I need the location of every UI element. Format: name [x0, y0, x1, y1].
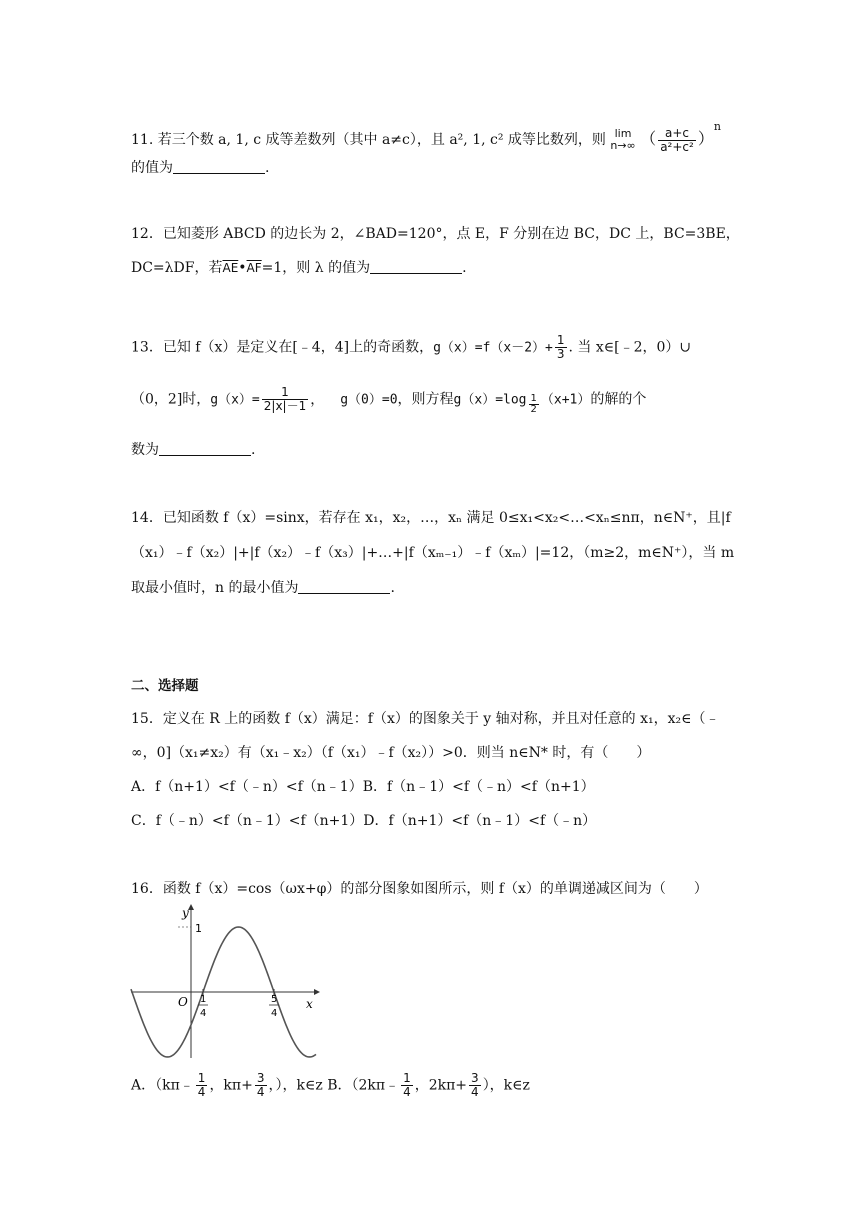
cosine-graph: [128, 902, 320, 1060]
q11-lim-sub: n→∞: [610, 139, 636, 152]
q13-base-num: 1: [530, 392, 537, 404]
q11-line1: 11. 若三个数 a, 1, c 成等差数列（其中 a≠c），且 a², 1, c² 成等比数列，则 lim n→∞ （ $\frac{a+c}{\text{a²+c²}}$ ）$^n$: [131, 120, 721, 154]
q16-option-a: A．（kπ﹣: [131, 1077, 194, 1094]
q14-line1: 14．已知函数 f（x）=sinx，若存在 x₁，x₂，…，xₙ 满足 0≤x₁<x₂<…<xₙ≤nπ，n∈N⁺，且|f: [131, 510, 731, 526]
q11-power: n: [713, 120, 721, 133]
q15-options-ab: A．f（n+1）<f（﹣n）<f（n﹣1）B．f（n﹣1）<f（﹣n）<f（n+1）: [131, 779, 595, 795]
x-axis-arrow-icon: [314, 989, 320, 995]
q16-b-frac2: [469, 1072, 481, 1099]
q13-g2-fraction: [262, 386, 308, 413]
q16-b-frac1-num: 1: [403, 1071, 411, 1085]
q11-fraction: [658, 127, 696, 154]
answer-blank-q13: [159, 455, 251, 456]
q16-a-frac2-den: 4: [256, 1085, 265, 1099]
tick-label-2-num: 5: [271, 994, 278, 1005]
q13-log-base: [529, 394, 539, 415]
tick-label-1-num: 1: [200, 994, 207, 1005]
q15-options-cd: C．f（﹣n）<f（n﹣1）<f（n+1）D．f（n+1）<f（n﹣1）<f（﹣n）: [131, 813, 597, 829]
q11-limit: [610, 128, 635, 152]
q11-text: 11. 若三个数 a, 1, c 成等差数列（其中 a≠c），且 a², 1, c² 成等比数列，则: [131, 132, 606, 148]
q16-a-frac2: [255, 1072, 267, 1099]
tick-label-2-den: 4: [271, 1008, 278, 1019]
q13-g-definition: g（x）=f（x－2）+: [433, 340, 553, 356]
answer-blank-q12: [370, 273, 462, 274]
q11-lim-word: lim: [614, 127, 632, 140]
q13-line3: [131, 440, 255, 460]
q16-line1: 16．函数 f（x）=cos（ωx+φ）的部分图象如图所示，则 f（x）的单调递减区间为（ ）: [131, 881, 708, 897]
q16-option-a-mid: ，kπ+: [209, 1077, 253, 1094]
q13-g-zero: g（0）=0: [340, 392, 398, 408]
q13-equation-arg: （x+1）: [540, 392, 591, 408]
q16-b-frac2-den: 4: [471, 1085, 479, 1099]
q13-text-c: （0，2]时，: [131, 391, 211, 408]
q16-b-frac1-den: 4: [403, 1085, 411, 1099]
origin-label: O: [178, 995, 188, 1009]
q16-a-frac1-den: 4: [197, 1085, 206, 1099]
q12-text-b: =1，则 λ 的值为: [261, 260, 371, 276]
q16-option-a-end: ，），k∈z: [268, 1077, 323, 1094]
q16-options-ab: [131, 1072, 530, 1099]
q12-line1: 12．已知菱形 ABCD 的边长为 2，∠BAD=120°，点 E，F 分别在边 BC，DC 上，BC=3BE，: [131, 226, 740, 242]
q14-line2: （x₁）﹣f（x₂）|+|f（x₂）﹣f（x₃）|+…+|f（xₘ₋₁）﹣f（xₘ）|=12，（m≥2，m∈N⁺），当 m: [131, 545, 735, 561]
q13-text-e: 的解的个: [590, 391, 647, 408]
q13-text-b: . 当 x∈[﹣2，0）∪: [568, 339, 692, 356]
q13-g-frac-num: 1: [556, 333, 565, 347]
q14-text: 取最小值时，n 的最小值为: [131, 580, 299, 596]
vector-af: $\overline{AF}$: [246, 261, 262, 275]
q13-text-d: ，则方程: [397, 391, 454, 408]
q13-g2-num: 1: [262, 386, 308, 400]
y-axis-arrow-icon: [188, 904, 194, 910]
q13-text-f: 数为: [131, 442, 159, 458]
q16-option-b-end: ），k∈z: [482, 1077, 530, 1094]
q13-base-den: 2: [530, 403, 537, 415]
section-heading: 二、选择题: [131, 678, 199, 694]
q13-g-fraction: [555, 334, 567, 361]
q16-b-frac1: [401, 1072, 413, 1099]
q13-end: .: [251, 442, 256, 458]
x-axis-label: x: [306, 997, 313, 1011]
y-one-label: 1: [195, 922, 202, 935]
q13-line2: （0，2]时，g（x）= $\frac{1}{2|x|-1}$ ， g（0）=0，则方程g（x）=log $\frac{1}{2}$ （x+1）的解的个: [131, 385, 647, 415]
answer-blank-q11: [173, 173, 265, 174]
q13-g-frac-den: 3: [556, 347, 565, 361]
q11-frac-num: a+c: [658, 127, 696, 141]
q11-line2: [131, 158, 269, 178]
q11-end: .: [265, 160, 270, 176]
q13-g2-den: 2|x|－1: [263, 399, 307, 413]
q15-line2: ∞，0]（x₁≠x₂）有（x₁﹣x₂）（f（x₁）﹣f（x₂））>0．则当 n∈N* 时，有（ ）: [131, 745, 651, 761]
q12-end: .: [462, 260, 467, 276]
q14-end: .: [390, 580, 395, 596]
q12-line2: [131, 258, 467, 278]
q12-text-a: DC=λDF，若: [131, 260, 223, 276]
q16-a-frac1-num: 1: [197, 1071, 206, 1085]
q13-g-piecewise: g（x）=: [210, 392, 260, 408]
tick-label-1-den: 4: [200, 1008, 207, 1019]
dot-operator: •: [238, 260, 247, 276]
q11-text2: 的值为: [131, 160, 173, 176]
q16-option-b: B．（2kπ﹣: [327, 1077, 400, 1094]
q11-frac-den: a²+c²: [660, 139, 694, 154]
q15-line1: 15．定义在 R 上的函数 f（x）满足：f（x）的图象关于 y 轴对称，并且对任意的 x₁，x₂∈（﹣: [131, 711, 720, 727]
answer-blank-q14: [298, 593, 390, 594]
q13-line1: [131, 334, 691, 361]
q13-text-a: 13．已知 f（x）是定义在[﹣4，4]上的奇函数，: [131, 339, 434, 356]
y-axis-label: y: [182, 906, 189, 920]
q16-a-frac1: [196, 1072, 208, 1099]
q14-line3: [131, 578, 395, 598]
q16-b-frac2-num: 3: [471, 1071, 479, 1085]
q16-option-b-mid: ，2kπ+: [414, 1077, 468, 1094]
vector-ae: $\overline{AE}$: [222, 261, 239, 275]
q13-equation: g（x）=log: [453, 392, 527, 408]
q16-a-frac2-num: 3: [256, 1071, 265, 1085]
